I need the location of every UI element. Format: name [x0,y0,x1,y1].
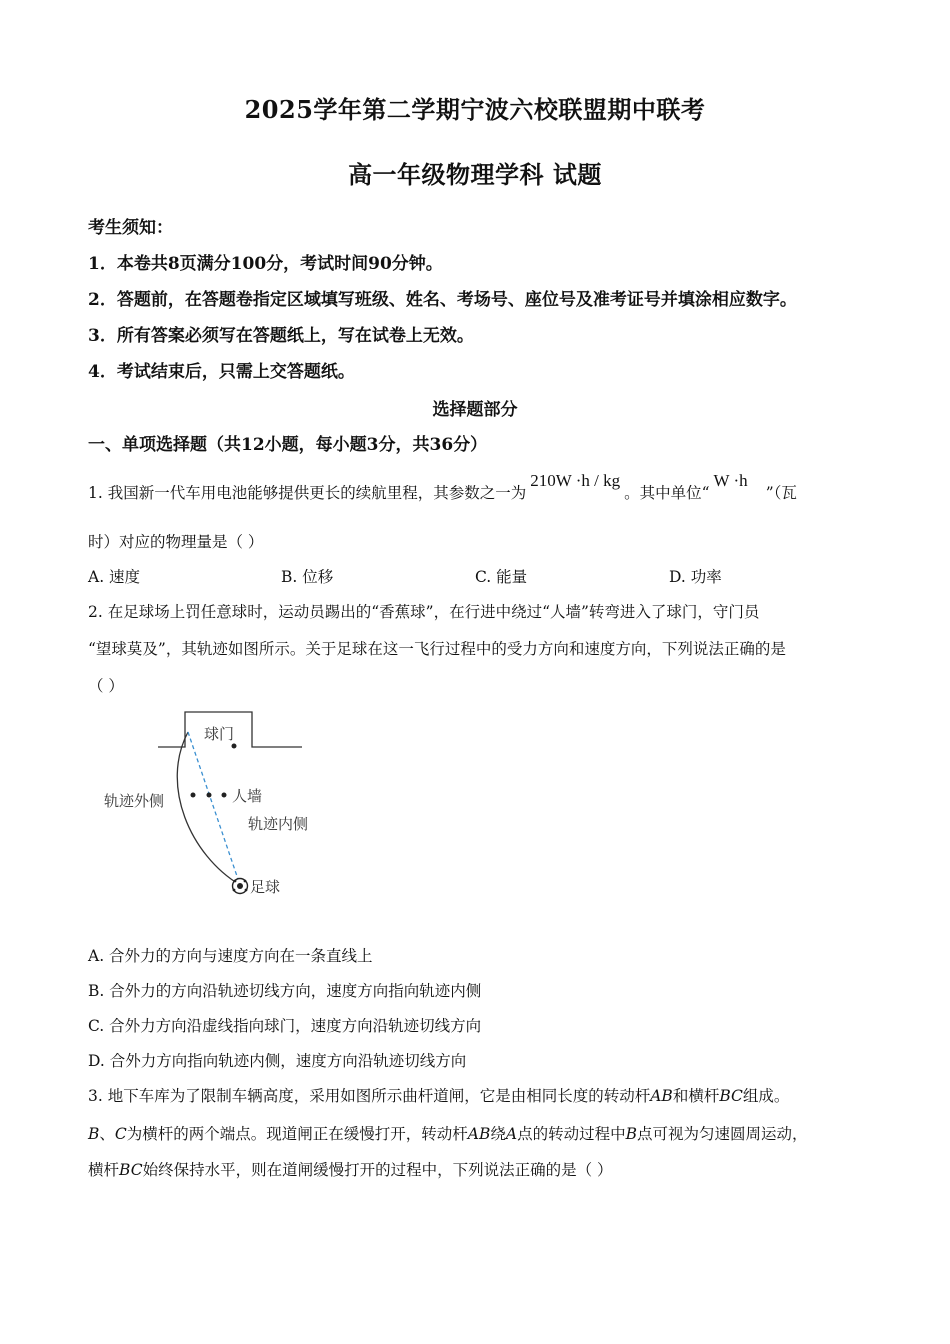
q1-text-c: ”（瓦 [765,484,797,502]
exam-title: 2025学年第二学期宁波六校联盟期中联考 [244,95,706,124]
wall-dot-3 [222,793,227,798]
q3-text: 3. 地下车库为了限制车辆高度，采用如图所示曲杆道闸，它是由相同长度的转动杆 [88,1087,651,1105]
q3-stem-line2 [88,1122,808,1144]
q3-var-b: B [88,1125,100,1143]
q3-text: 和横杆 [672,1087,720,1105]
q1-formula: 210W ·h / kg [530,471,621,490]
q3-text: 绕 [490,1125,506,1143]
q3-var-b: B [625,1125,638,1143]
q3-var-ab: AB [467,1125,491,1143]
wall-label: 人墙 [232,787,263,805]
q2-stem-line2: “望球莫及”，其轨迹如图所示。关于足球在这一飞行过程中的受力方向和速度方向，下列说法正确的是 [88,640,786,658]
notice-item-2: 2．答题前，在答题卷指定区域填写班级、姓名、考场号、座位号及准考证号并填涂相应数字。 [88,290,797,310]
q1-stem-line2: 时）对应的物理量是（ ） [88,533,264,551]
q3-var-bc: BC [119,1161,143,1179]
q1-option-d: D. 功率 [669,568,722,586]
section-title: 选择题部分 [432,400,518,420]
q3-text: 点的转动过程中 [517,1125,626,1143]
q2-option-b: B. 合外力的方向沿轨迹切线方向，速度方向指向轨迹内侧 [88,982,482,1000]
ball-label: 足球 [250,878,281,896]
q3-text: 、 [99,1125,115,1143]
q2-figure [100,705,340,905]
notice-item-3: 3．所有答案必须写在答题纸上，写在试卷上无效。 [88,326,474,346]
q2-option-d: D. 合外力方向指向轨迹内侧，速度方向沿轨迹切线方向 [88,1052,467,1070]
q1-text-a: 1. 我国新一代车用电池能够提供更长的续航里程，其参数之一为 [88,484,527,502]
notice-item-4: 4．考试结束后，只需上交答题纸。 [88,362,355,382]
q3-text: 横杆 [88,1161,120,1179]
q2-stem-line1: 2. 在足球场上罚任意球时，运动员踢出的“香蕉球”，在行进中绕过“人墙”转弯进入了球门，守门员 [88,603,760,621]
q2-option-c: C. 合外力方向沿虚线指向球门，速度方向沿轨迹切线方向 [88,1017,482,1035]
q3-var-c: C [114,1125,127,1143]
q3-text: 组成。 [742,1087,790,1105]
wall-dot-1 [191,793,196,798]
q3-text: 点可视为匀速圆周运动， [637,1125,808,1143]
wall-dot-2 [207,793,212,798]
q1-option-b: B. 位移 [281,568,334,586]
dashed-line [188,732,240,885]
q1-text-b: 。其中单位“ [624,484,710,502]
q2-stem-line3: （ ） [88,677,124,695]
exam-subtitle: 高一年级物理学科 试题 [348,160,602,189]
goal-target-dot [232,744,237,749]
q3-var-a: A [505,1125,518,1143]
q2-option-a: A. 合外力的方向与速度方向在一条直线上 [88,947,373,965]
notice-item-1: 1．本卷共8页满分100分，考试时间90分钟。 [88,254,443,274]
goal-label: 球门 [204,725,235,743]
q1-option-a: A. 速度 [88,568,141,586]
inner-label: 轨迹内侧 [248,815,309,833]
q1-unit: W ·h [713,471,748,490]
soccer-ball-icon [233,879,248,894]
notice-heading: 考生须知： [88,218,173,238]
q3-stem-line3 [88,1158,613,1180]
q1-option-c: C. 能量 [475,568,528,586]
part1-heading: 一、单项选择题（共12小题，每小题3分，共36分） [88,435,488,455]
q1-stem-line1 [88,471,797,503]
q3-stem-line1 [88,1084,789,1106]
outer-label: 轨迹外侧 [104,792,165,810]
q3-text: 始终保持水平，则在道闸缓慢打开的过程中，下列说法正确的是（ ） [142,1161,613,1179]
q3-var-ab: AB [650,1087,673,1105]
ball-trajectory [177,732,240,885]
q3-var-bc: BC [719,1087,743,1105]
q3-text: 为横杆的两个端点。现道闸正在缓慢打开，转动杆 [126,1125,468,1143]
